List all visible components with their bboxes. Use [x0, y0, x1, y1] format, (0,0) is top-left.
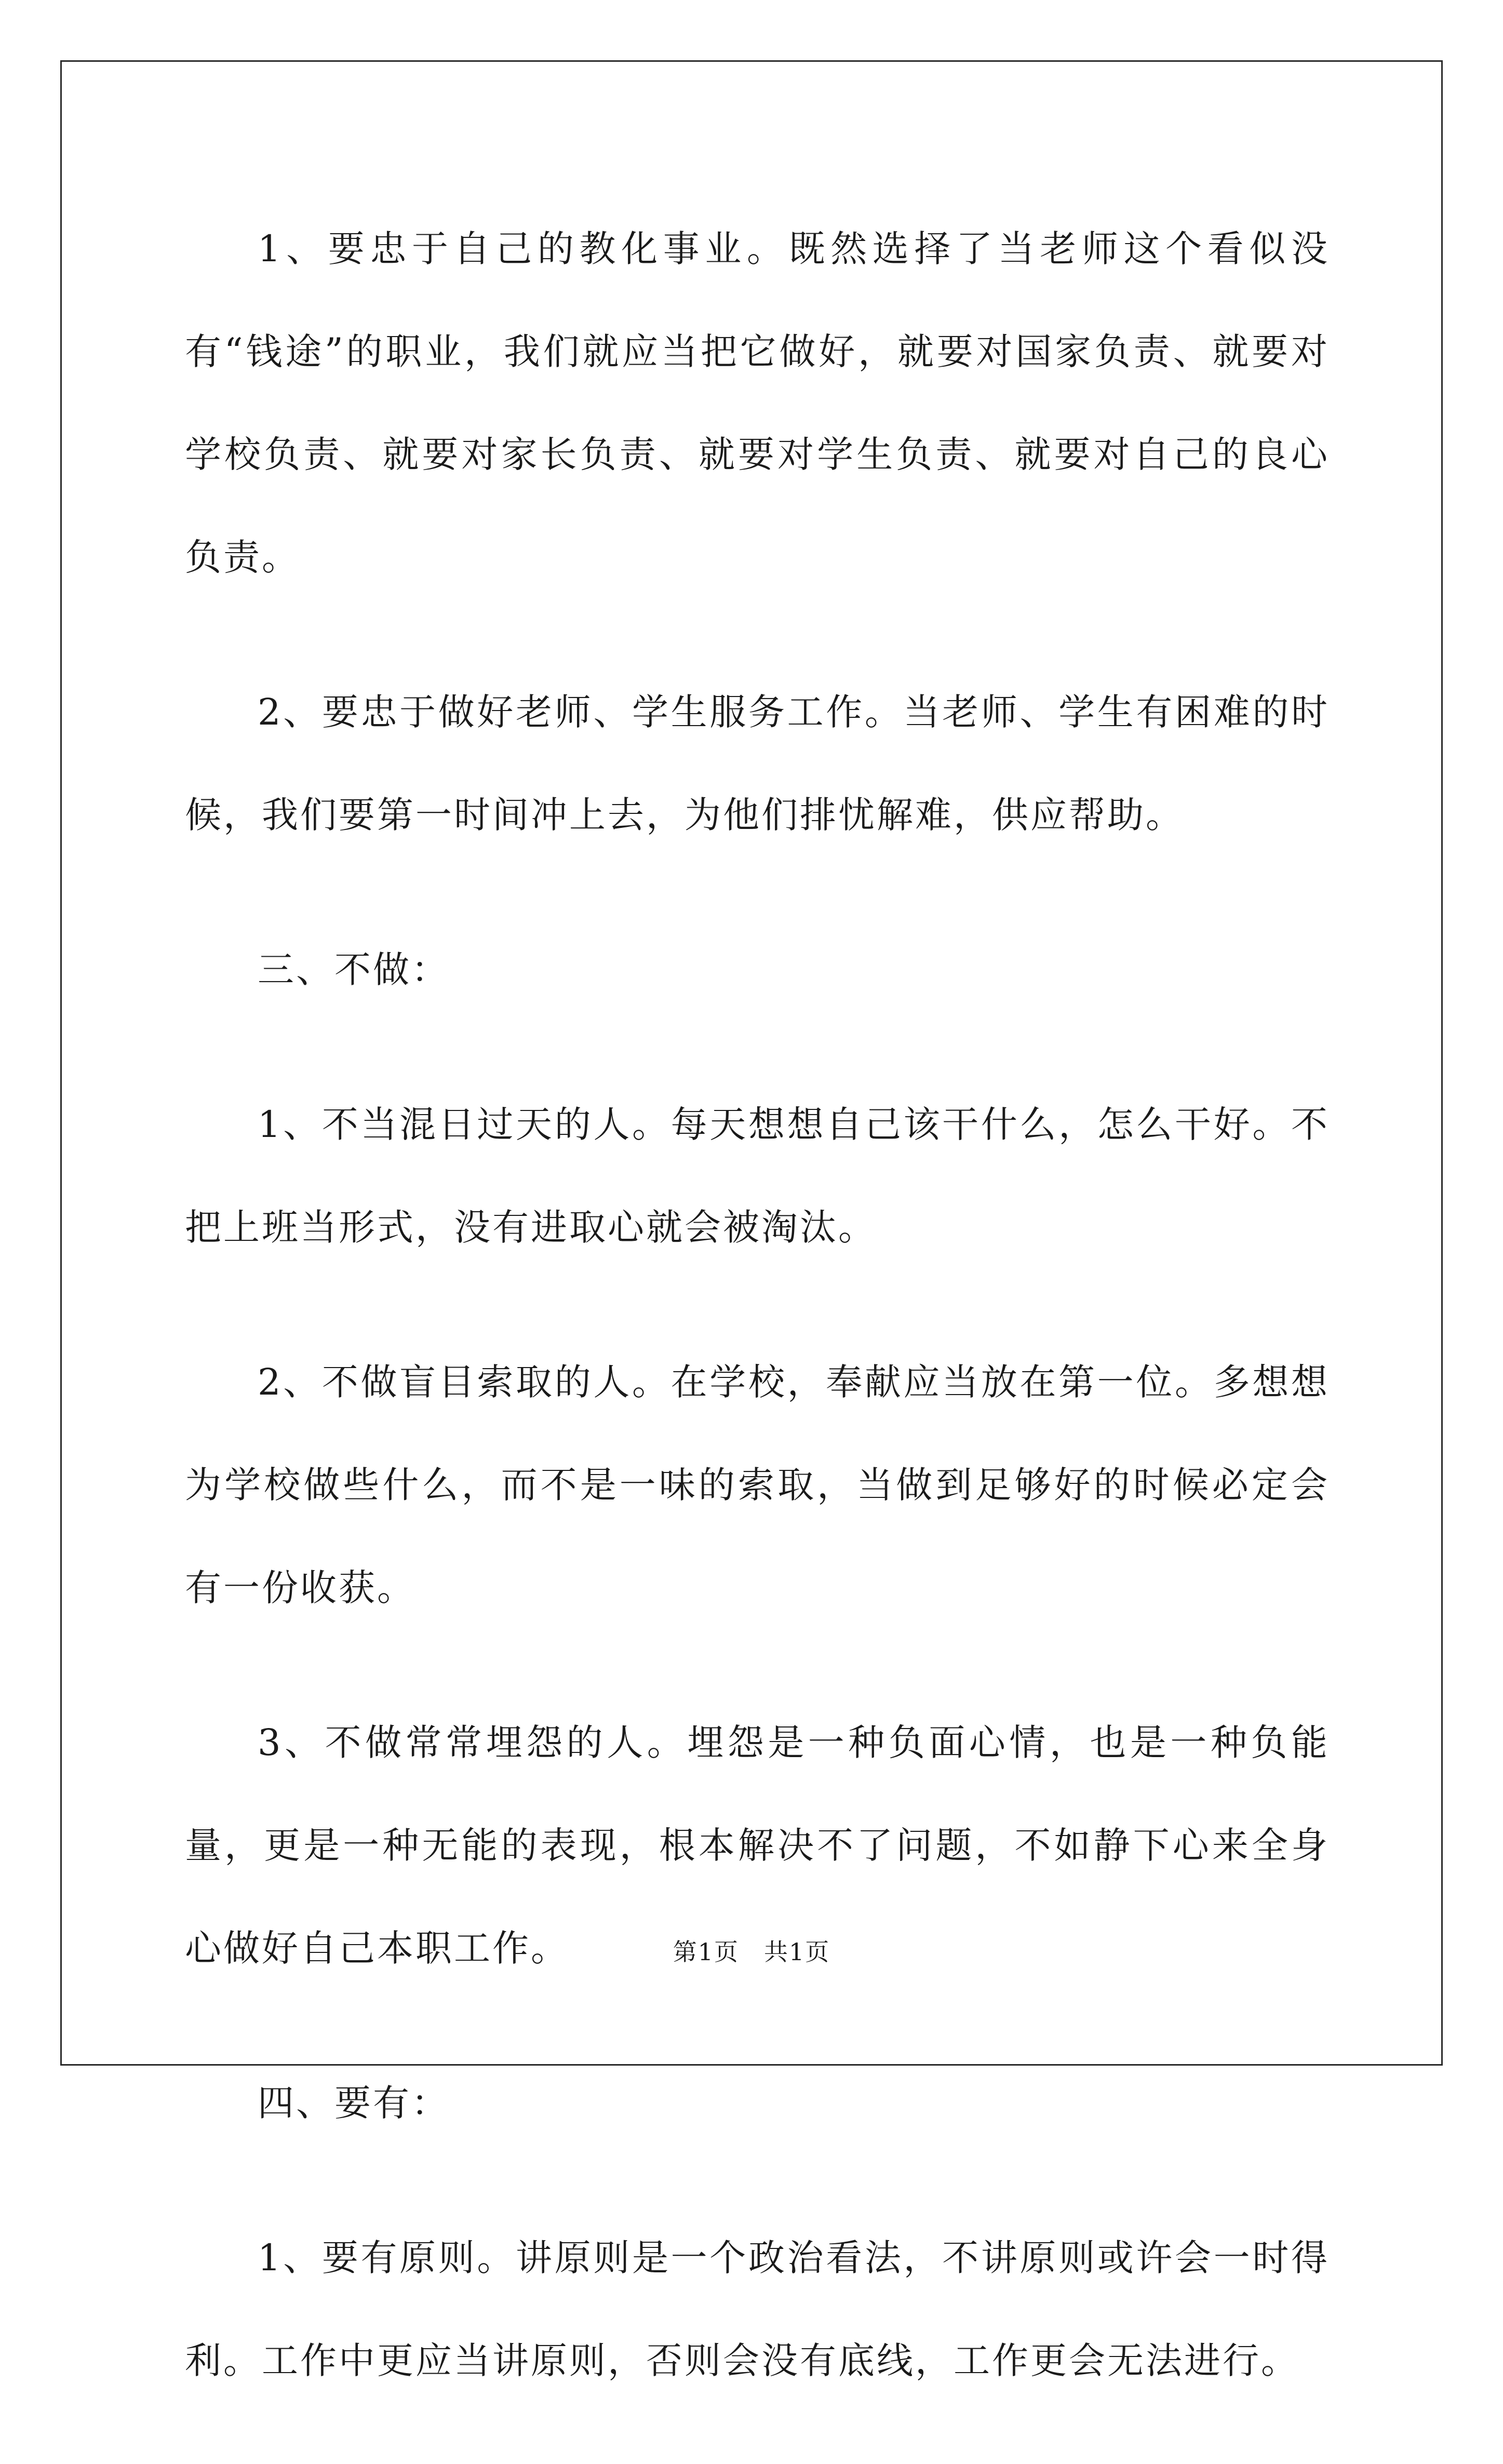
page-footer: [0, 1933, 1503, 1967]
section-heading-dont: 三、不做：: [258, 948, 450, 991]
paragraph-dont-demand: 2、不做盲目索取的人。在学校，奉献应当放在第一位。多想想为学校做些什么，而不是一味的索取，当做到足够好的时候必定会有一份收获。: [185, 1361, 1330, 1609]
page-number-current: 第1页: [673, 1938, 739, 1966]
paragraph-dont-complain: 3、不做常常埋怨的人。埋怨是一种负面心情，也是一种负能量，更是一种无能的表现，根本解决不了问题，不如静下心来全身心做好自己本职工作。: [185, 1721, 1330, 1970]
paragraph-loyal-service: 2、要忠于做好老师、学生服务工作。当老师、学生有困难的时候，我们要第一时间冲上去，为他们排忧解难，供应帮助。: [185, 691, 1330, 836]
page-number-total: 共1页: [764, 1938, 830, 1966]
paragraph-have-principles: 1、要有原则。讲原则是一个政治看法，不讲原则或许会一时得利。工作中更应当讲原则，否则会没有底线，工作更会无法进行。: [185, 2237, 1330, 2382]
section-heading-must-have: 四、要有：: [258, 2082, 450, 2124]
document-body: [185, 197, 1330, 2464]
paragraph-loyal-education: 1、要忠于自己的教化事业。既然选择了当老师这个看似没有“钱途”的职业，我们就应当把它做好，就要对国家负责、就要对学校负责、就要对家长负责、就要对学生负责、就要对自己的良心负责。: [185, 227, 1330, 579]
paragraph-dont-idle: 1、不当混日过天的人。每天想想自己该干什么，怎么干好。不把上班当形式，没有进取心就会被淘汰。: [185, 1103, 1330, 1249]
